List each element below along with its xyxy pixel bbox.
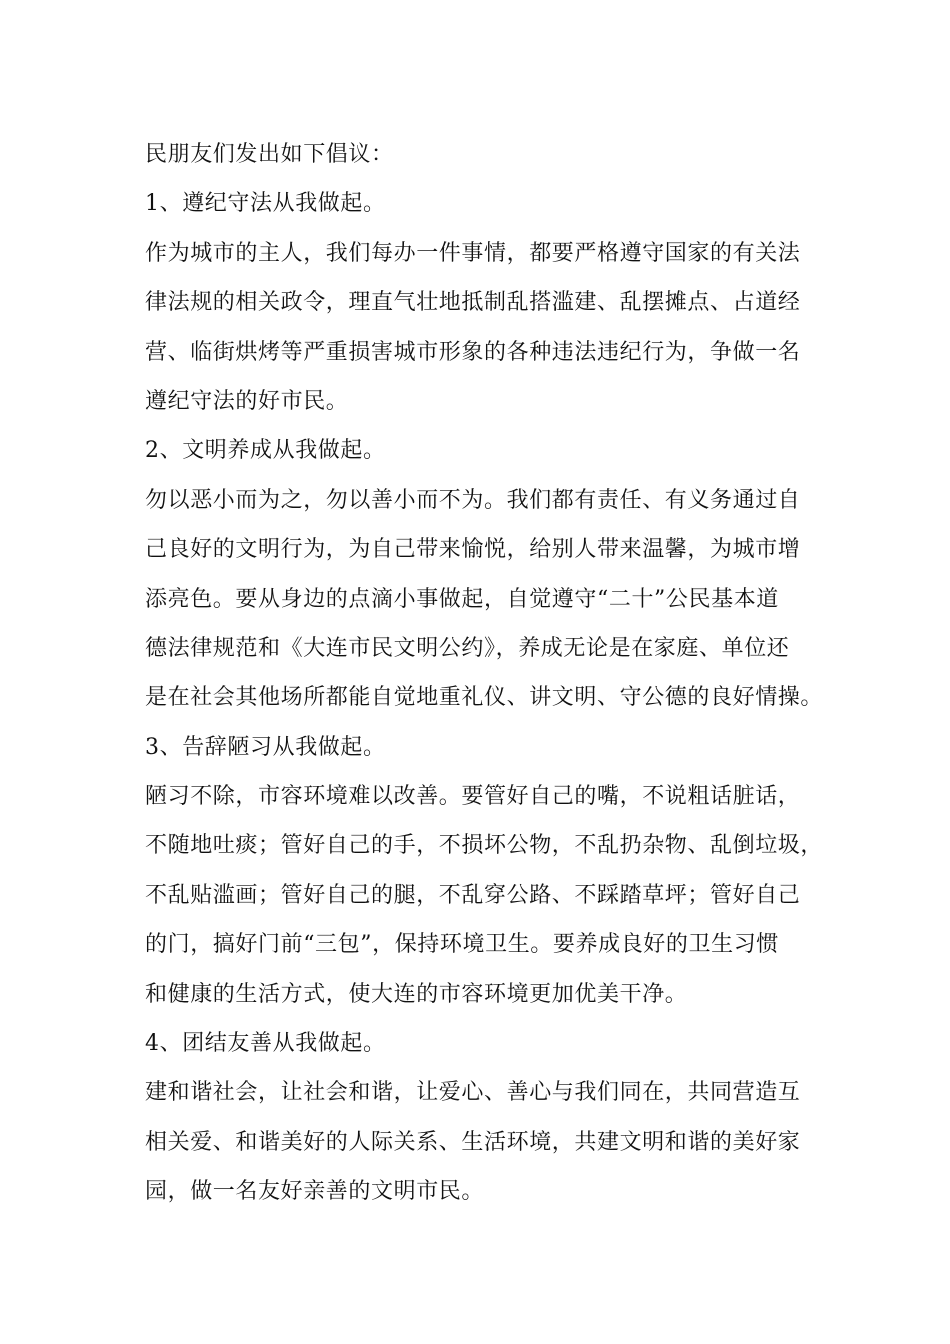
text-line: 作为城市的主人，我们每办一件事情，都要严格遵守国家的有关法: [145, 240, 801, 266]
text-line: 陋习不除，市容环境难以改善。要管好自己的嘴，不说粗话脏话，: [145, 784, 801, 810]
text-line: 德法律规范和《大连市民文明公约》，养成无论是在家庭、单位还: [145, 635, 790, 661]
text-line: 民朋友们发出如下倡议：: [145, 142, 394, 167]
text-line: 建和谐社会，让社会和谐，让爱心、善心与我们同在，共同营造互: [145, 1080, 801, 1106]
section-heading: 4、团结友善从我做起。: [145, 1031, 386, 1057]
text-line: 不乱贴滥画；管好自己的腿，不乱穿公路、不踩踏草坪；管好自己: [145, 882, 801, 908]
text-line: 营、临街烘烤等严重损害城市形象的各种违法违纪行为，争做一名: [145, 339, 801, 365]
text-line: 园，做一名友好亲善的文明市民。: [145, 1179, 485, 1205]
text-line: 不随地吐痰；管好自己的手，不损坏公物，不乱扔杂物、乱倒垃圾，: [145, 833, 824, 859]
text-line: 遵纪守法的好市民。: [145, 388, 349, 414]
document-body: [145, 130, 824, 1217]
text-line: 和健康的生活方式，使大连的市容环境更加优美干净。: [145, 981, 688, 1007]
text-line: 添亮色。要从身边的点滴小事做起，自觉遵守“二十”公民基本道: [145, 586, 779, 612]
section-heading: 3、告辞陋习从我做起。: [145, 734, 386, 760]
section-heading: 1、遵纪守法从我做起。: [145, 191, 386, 217]
text-line: 己良好的文明行为，为自己带来愉悦，给别人带来温馨，为城市增: [145, 537, 801, 563]
section-heading: 2、文明养成从我做起。: [145, 438, 386, 464]
text-line: 的门，搞好门前“三包”，保持环境卫生。要养成良好的卫生习惯: [145, 932, 779, 958]
text-line: 勿以恶小而为之，勿以善小而不为。我们都有责任、有义务通过自: [145, 487, 801, 513]
text-line: 律法规的相关政令，理直气壮地抵制乱搭滥建、乱摆摊点、占道经: [145, 290, 801, 316]
text-line: 相关爱、和谐美好的人际关系、生活环境，共建文明和谐的美好家: [145, 1129, 801, 1155]
text-line: 是在社会其他场所都能自觉地重礼仪、讲文明、守公德的良好情操。: [145, 685, 824, 711]
